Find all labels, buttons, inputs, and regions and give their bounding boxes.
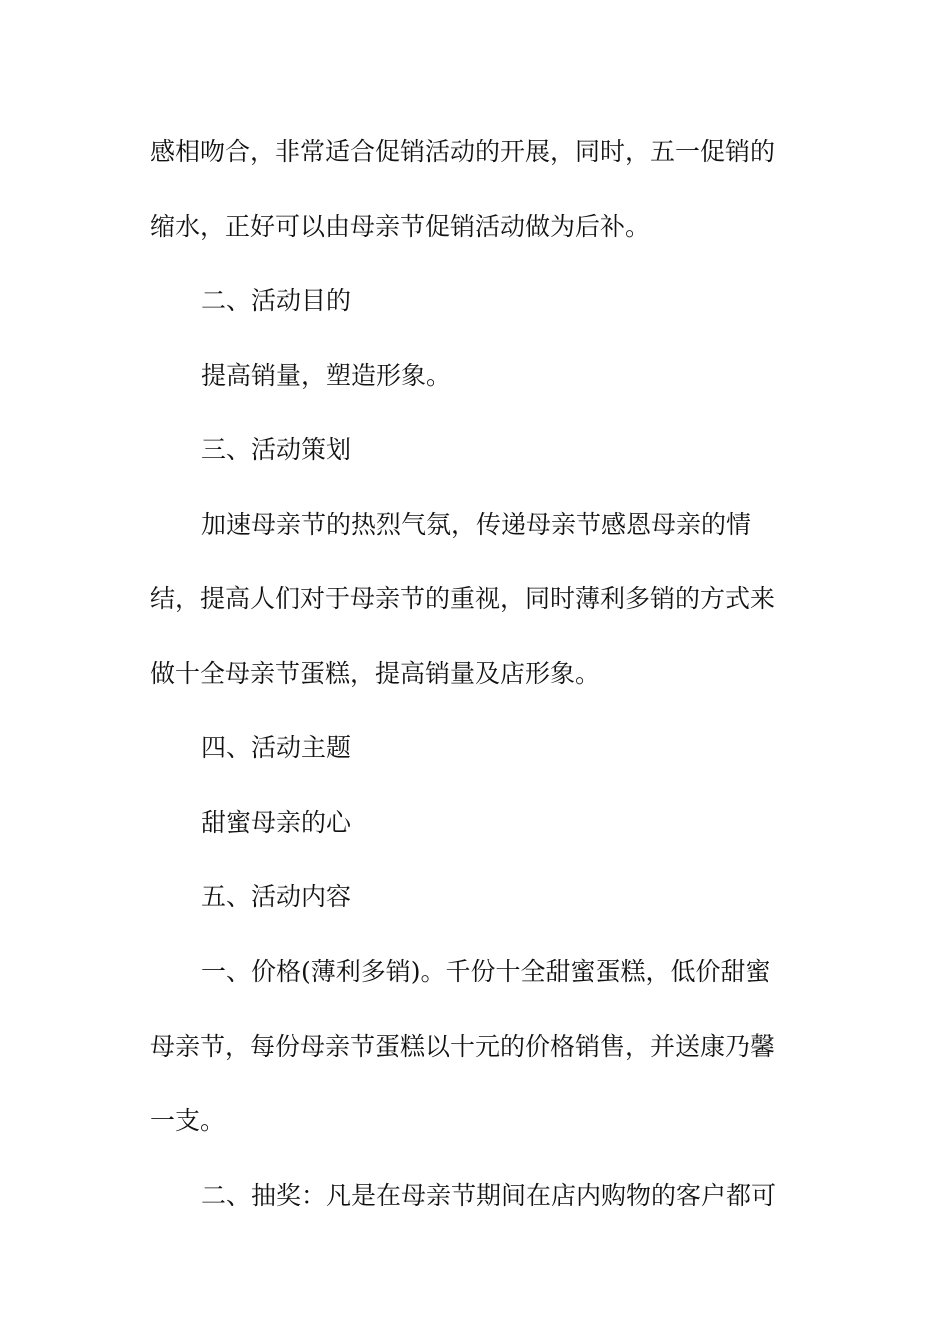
paragraph-line: 一支。 [150, 1106, 226, 1135]
paragraph-line: 做十全母亲节蛋糕，提高销量及店形象。 [150, 659, 601, 688]
paragraph-line: 加速母亲节的热烈气氛，传递母亲节感恩母亲的情 [201, 510, 752, 539]
section-heading: 五、活动内容 [201, 882, 352, 911]
section-heading: 三、活动策划 [201, 435, 352, 464]
paragraph-line: 结，提高人们对于母亲节的重视，同时薄利多销的方式来 [150, 584, 776, 613]
paragraph-line: 提高销量，塑造形象。 [201, 361, 452, 390]
paragraph-line: 缩水，正好可以由母亲节促销活动做为后补。 [150, 212, 651, 241]
paragraph-line: 一、价格(薄利多销)。千份十全甜蜜蛋糕，低价甜蜜 [201, 957, 771, 986]
paragraph-line: 二、抽奖：凡是在母亲节期间在店内购物的客户都可 [201, 1181, 777, 1210]
section-heading: 二、活动目的 [201, 286, 352, 315]
paragraph-line: 甜蜜母亲的心 [201, 808, 352, 837]
paragraph-line: 母亲节，每份母亲节蛋糕以十元的价格销售，并送康乃馨 [150, 1032, 776, 1061]
section-heading: 四、活动主题 [201, 733, 352, 762]
paragraph-line: 感相吻合，非常适合促销活动的开展，同时，五一促销的 [150, 137, 776, 166]
